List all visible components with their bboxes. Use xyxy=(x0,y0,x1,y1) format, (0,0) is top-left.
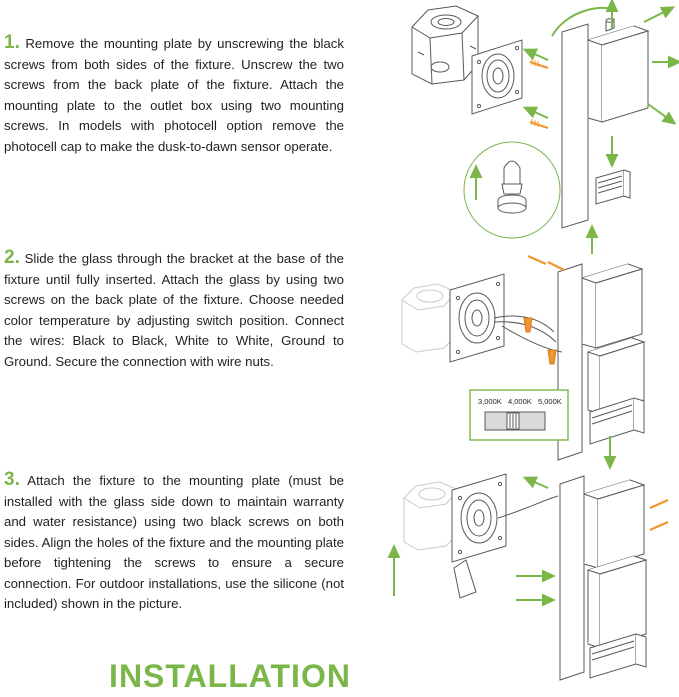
arrow-upright xyxy=(644,10,668,22)
photocell-callout xyxy=(464,142,560,238)
wire-step3 xyxy=(498,496,558,518)
step-3 xyxy=(4,470,344,615)
arrow-downright xyxy=(648,104,670,120)
step-1 xyxy=(4,33,344,157)
fixture-backplate xyxy=(562,24,588,228)
junction-box-ghost-3 xyxy=(404,482,458,550)
temp-option-1: 3,000K xyxy=(478,397,502,406)
junction-box-icon xyxy=(412,6,478,84)
step-2-screws xyxy=(528,256,564,270)
step-3-text: Attach the fixture to the mounting plate (must be installed with the glass side down to maintain warranty and water resistance) using two black screws on both sides. Align the holes of the fixture and the mounting plate before tightening the screws to ensure a secure connection. For outdoor installations, use the silicone (not included) shown in the picture. xyxy=(4,473,344,611)
junction-box-ghost xyxy=(402,284,456,352)
arrow-plate-left-1 xyxy=(530,52,548,60)
fixture-glass-slot xyxy=(596,170,630,204)
step-2-text: Slide the glass through the bracket at the base of the fixture until fully inserted. Attach the glass by using two screws on the back plate of the fixture. Choose needed color temperature by adjusting switch position. Connect the wires: Black to Black, White to White, Ground to Ground. Secure the connection with wire nuts. xyxy=(4,251,344,369)
instructions-text-column xyxy=(0,0,352,660)
screw-step3-b xyxy=(650,522,668,530)
step-2 xyxy=(4,248,344,372)
temp-option-2: 4,000K xyxy=(508,397,532,406)
screw-bottom xyxy=(530,122,548,128)
step-3-number: 3. xyxy=(4,469,20,490)
fixture-housing-step3 xyxy=(584,480,644,568)
arrow-left-step3 xyxy=(530,480,548,488)
page-title: INSTALLATION xyxy=(109,658,351,694)
diagram-step-2 xyxy=(402,264,644,460)
screw-step2-a xyxy=(528,256,546,264)
arrow-plate-left-2 xyxy=(530,110,548,118)
screw-top xyxy=(530,62,548,68)
mounting-plate-icon xyxy=(472,40,522,114)
step-2-number: 2. xyxy=(4,247,20,268)
screw-step2-b xyxy=(548,262,564,270)
fixture-housing-step2 xyxy=(582,264,642,348)
screw-step3-a xyxy=(650,500,668,508)
diagram-column xyxy=(352,0,679,697)
installation-diagrams xyxy=(352,0,679,697)
step-1-number: 1. xyxy=(4,32,20,53)
color-temperature-callout xyxy=(470,390,568,440)
fixture-housing xyxy=(588,19,648,122)
mounting-plate-step3 xyxy=(452,474,506,598)
temp-option-3: 5,000K xyxy=(538,397,562,406)
step-3-screws xyxy=(650,500,668,530)
step-1-text: Remove the mounting plate by unscrewing the black screws from both sides of the fixture. Unscrew the two screws from the back plate of the fixture. Attach the mounting plate to the outlet box using two mounting screws. In models with photocell option remove the photocell cap to make the dusk-to-dawn sensor operate. xyxy=(4,36,344,154)
fixture-backplate-step3 xyxy=(560,476,584,680)
